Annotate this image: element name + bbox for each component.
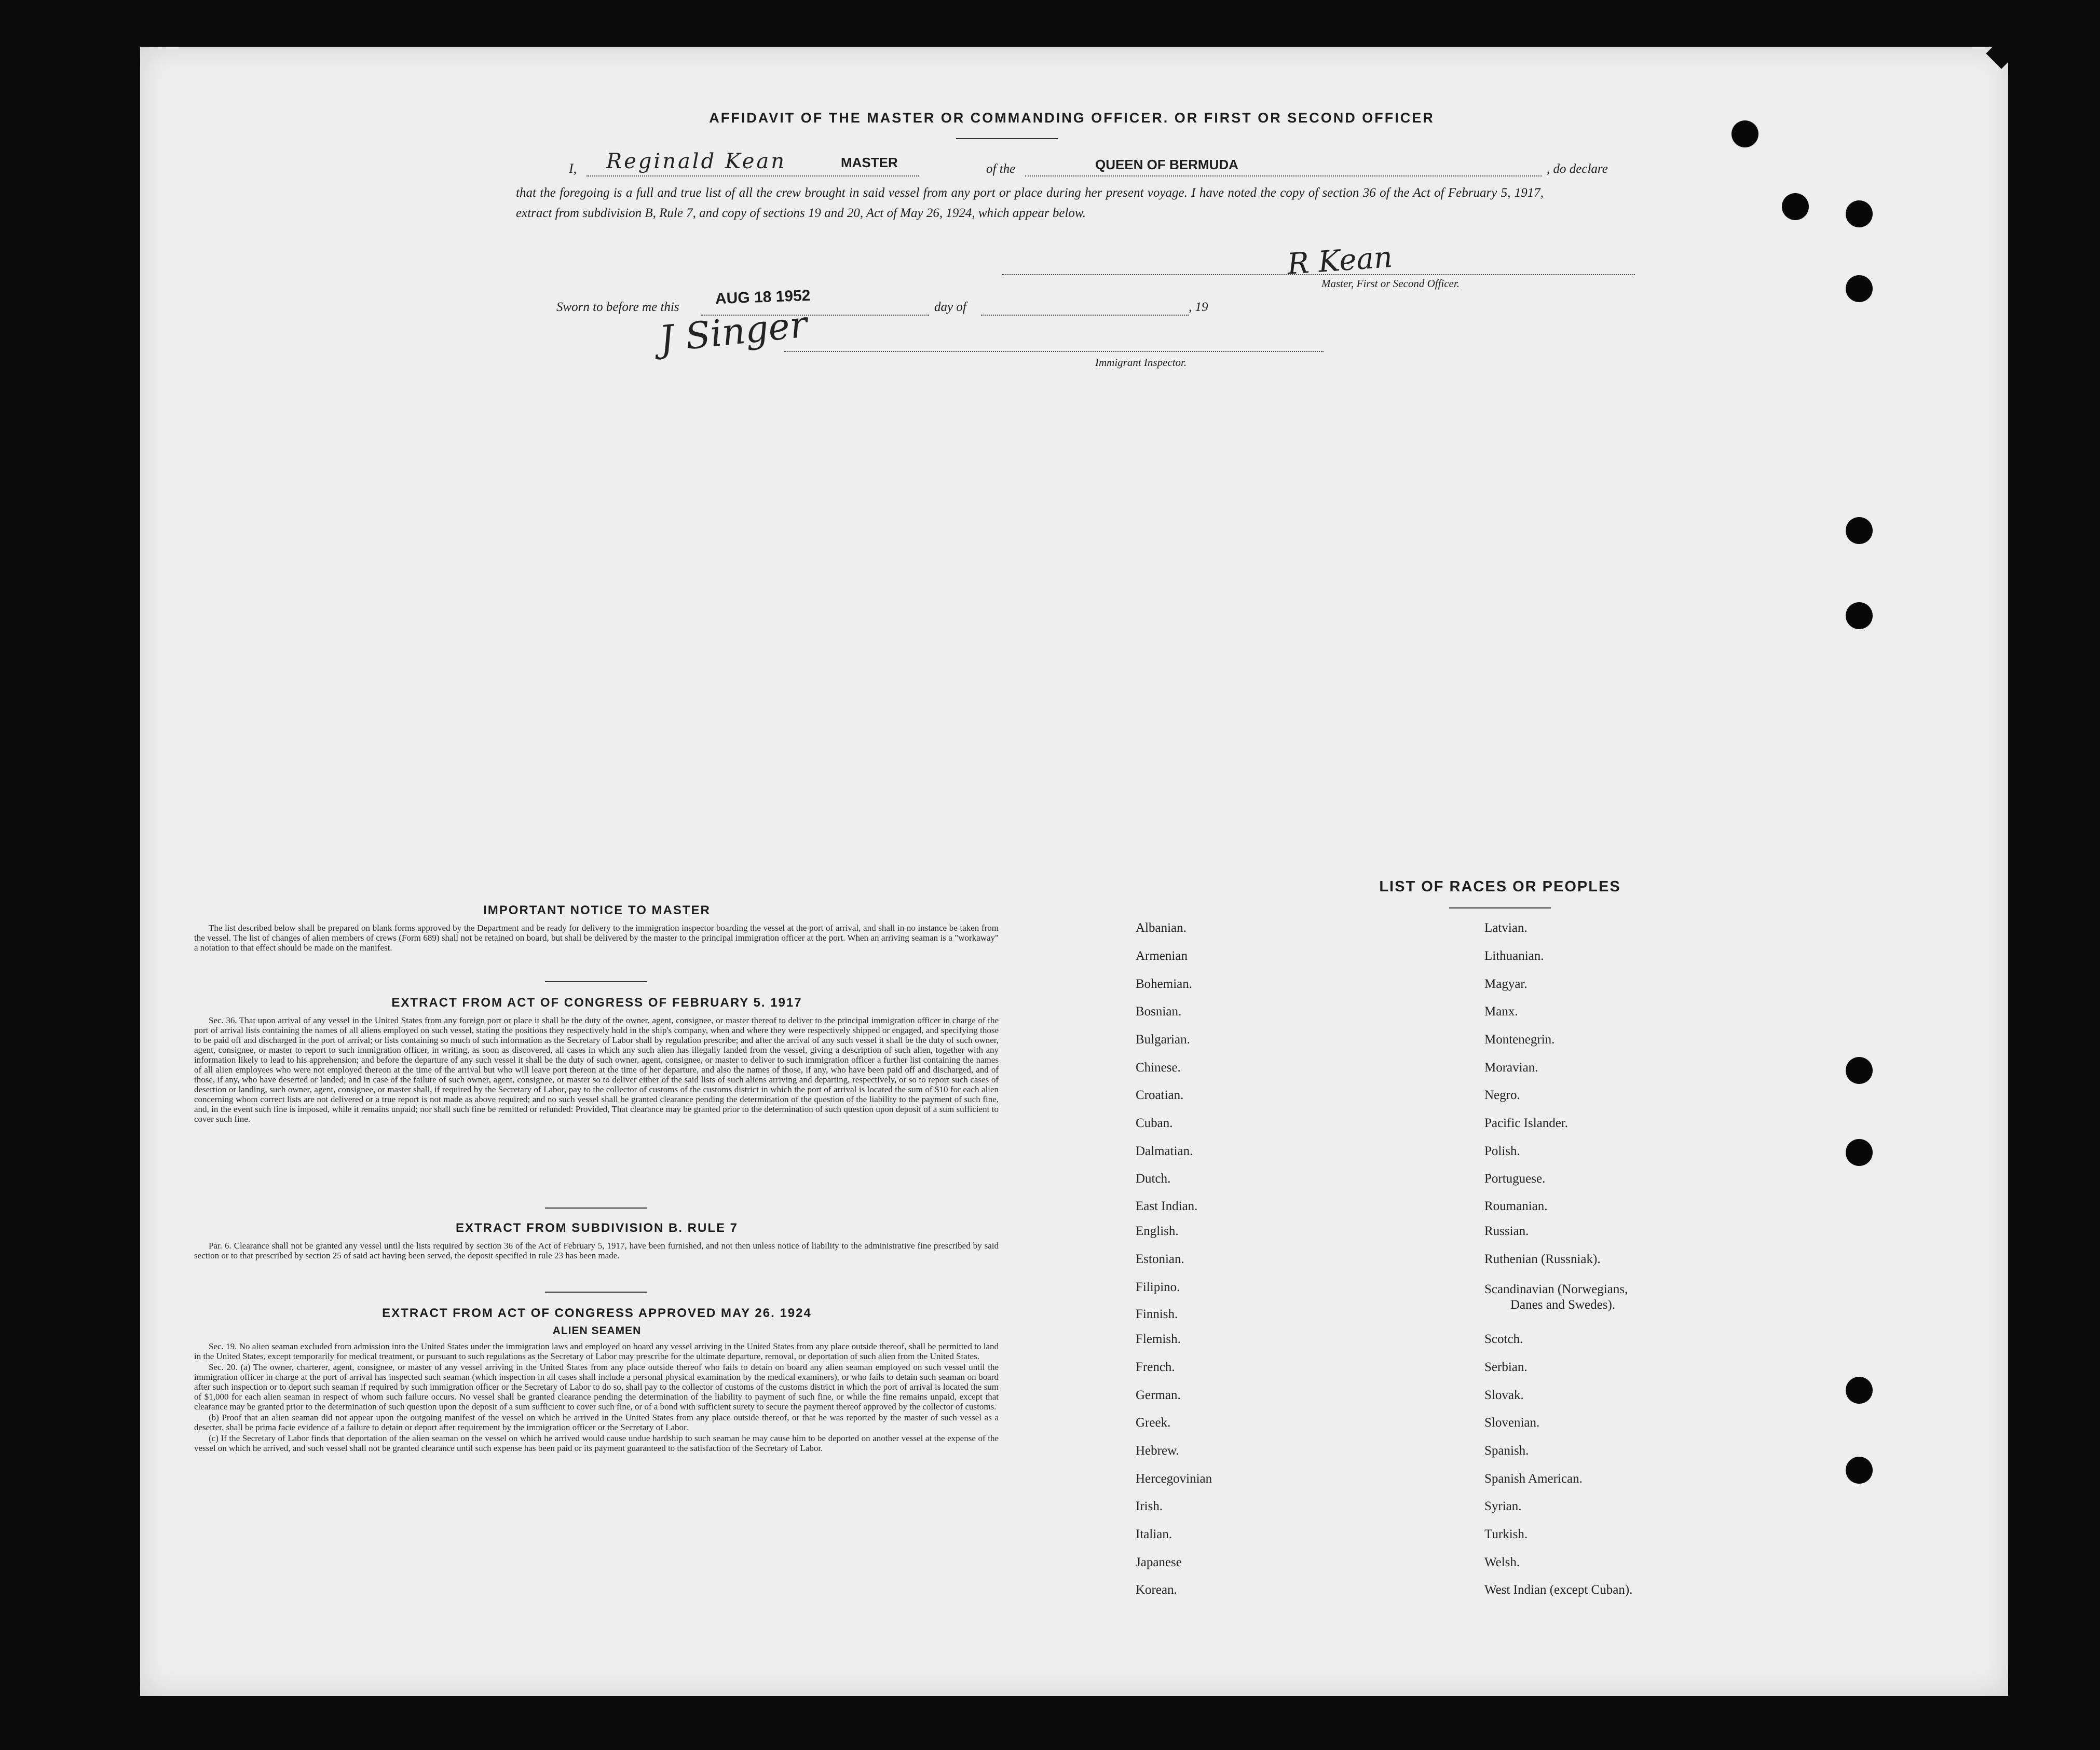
act-1917-paragraph: Sec. 36. That upon arrival of any vessel in the United States from any foreign port or place it shall be the duty of the owner, agent, consignee, or master thereof to deliver to the principal immigration officer in charge of the port of arrival lists containing the names of all aliens employed on such vessel, stating the positions they respectively hold in the ship's company, when and where they were respectively shipped or engaged, and specifying those to be paid off and discharged in the port of arrival; or lists containing so much of such information as the Secretary of Labor shall by regulation prescribe; and after the arrival of any such vessel it shall be the duty of such owner, agent, consignee, or master to report to such immigration officer, in writing, as soon as discovered, all cases in which any such alien has illegally landed from the vessel, giving a description of such alien, together with any information likely to lead to his apprehension; and before the departure of any such vessel it shall be the duty of such owner, agent, consignee, or master to deliver to such immigration officer a further list containing the names of all alien employees who were not employed thereon at the time of the arrival but who will leave port thereon at the time of her departure, and also the names of those, if any, who have been paid off and discharged, and of those, if any, who have deserted or landed; and in case of the failure of such owner, agent, consignee, or master so to deliver either of the said lists of such aliens arriving and departing, respectively, or so to report such cases of desertion or landing, such owner, agent, consignee, or master shall, if required by the Secretary of Labor, pay to the collector of customs of the customs district in which the port of arrival is located the sum of $10 for each alien concerning whom correct lists are not delivered or a true report is not made as above required; and no such vessel shall be granted clearance pending the determination of the question of the liability to the payment of such fine, and, in the event such fine is imposed, while it remains unpaid; nor shall such fine be remitted or refunded: Provided, That clearance may be granted prior to the determination of such question upon deposit of a sum sufficient to cover such fine. — [194, 1015, 999, 1124]
signature-line — [1002, 274, 1635, 275]
race-left-item: Korean. — [1136, 1583, 1177, 1597]
race-right-item: Negro. — [1484, 1088, 1520, 1102]
act-1917-text — [194, 1015, 999, 1125]
punch-hole — [1731, 120, 1758, 147]
races-rule — [1449, 907, 1551, 908]
punch-hole — [1846, 1139, 1873, 1166]
section-rule — [545, 1292, 647, 1293]
punch-hole — [1782, 193, 1809, 220]
day-of-label: day of — [934, 300, 966, 314]
race-left-item: Bulgarian. — [1136, 1033, 1190, 1047]
section-rule — [545, 981, 647, 982]
inspector-signature: J Singer — [657, 303, 809, 361]
race-right-item: Spanish. — [1484, 1444, 1529, 1458]
section-rule — [545, 1208, 647, 1209]
sworn-label: Sworn to before me this — [556, 300, 679, 314]
affidavit-title: AFFIDAVIT OF THE MASTER OR COMMANDING OFFICER. OR FIRST OR SECOND OFFICER — [709, 110, 1435, 126]
punch-hole — [1846, 1457, 1873, 1484]
race-right-item: Pacific Islander. — [1484, 1116, 1569, 1130]
punch-hole — [1846, 1057, 1873, 1084]
race-right-item: Syrian. — [1484, 1499, 1522, 1513]
race-left-item: Bohemian. — [1136, 977, 1193, 991]
act-1917-title: EXTRACT FROM ACT OF CONGRESS OF FEBRUARY 5. 1917 — [391, 996, 802, 1010]
race-right-item: Lithuanian. — [1484, 949, 1544, 963]
race-left-item: Croatian. — [1136, 1088, 1184, 1102]
race-right-item: Roumanian. — [1484, 1199, 1548, 1213]
race-left-item: Finnish. — [1136, 1307, 1178, 1321]
race-left-item: Irish. — [1136, 1499, 1163, 1513]
act-1924-text — [194, 1341, 999, 1454]
race-left-item: East Indian. — [1136, 1199, 1198, 1213]
declaration-text: that the foregoing is a full and true list of all the crew brought in said vessel from any port or place during her present voyage. I have noted the copy of section 36 of the Act of February 5, 1917, extract from subdivision B, Rule 7, and copy of sections 19 and 20, Act of May 26, 1924, which appear below. — [516, 186, 1544, 220]
form-page — [140, 47, 2008, 1696]
race-right-item: Slovenian. — [1484, 1416, 1540, 1430]
race-left-item: Filipino. — [1136, 1280, 1180, 1294]
race-right-item: Polish. — [1484, 1144, 1520, 1158]
day-of-line — [981, 315, 1189, 316]
declarant-prefix: I, — [569, 161, 577, 176]
race-right-item: Manx. — [1484, 1005, 1518, 1019]
sec-20b-paragraph: (b) Proof that an alien seaman did not appear upon the outgoing manifest of the vessel on which he arrived in the United States from any place outside thereof, or that he was reported by the master of such vessel as a deserter, shall be prima facie evidence of a failure to detain or deport after requirement by the immigration officer or the Secretary of Labor. — [194, 1413, 999, 1432]
race-right-item: Latvian. — [1484, 921, 1528, 935]
punch-hole — [1846, 275, 1873, 302]
master-name-handwritten: Reginald Kean — [606, 150, 786, 173]
race-left-item: English. — [1136, 1224, 1179, 1238]
race-right-item: Ruthenian (Russniak). — [1484, 1252, 1601, 1266]
sec-20a-paragraph: Sec. 20. (a) The owner, charterer, agent, consignee, or master of any vessel arriving in the United States from any place outside thereof who fails to detain on board any alien seaman employed on such vessel until the immigration officer in charge at the port of arrival has inspected such seaman (which inspection in all cases shall include a personal physical examination by the medical examiners), or who fails to detain such seaman on board after such inspection or to deport such seaman if required by such immigration officer or the Secretary of Labor to do so, shall pay to the collector of customs of the customs district in which the port of arrival is located the sum of $1,000 for each alien seaman in respect of whom such failure occurs. No vessel shall be granted clearance pending the determination of the liability to payment of such fine, or while the fine remains unpaid, except that clearance may be granted prior to the determination of such question upon the deposit of a sum sufficient to cover such fine, or of a bond with sufficient surety to secure the payment thereof approved by the collector of customs. — [194, 1362, 999, 1412]
race-right-item: West Indian (except Cuban). — [1484, 1583, 1633, 1597]
race-left-item: Estonian. — [1136, 1252, 1184, 1266]
act-1924-title: EXTRACT FROM ACT OF CONGRESS APPROVED MAY 26. 1924 — [382, 1306, 812, 1320]
title-rule — [956, 138, 1058, 139]
race-left-item: Hercegovinian — [1136, 1472, 1212, 1486]
sec-19-paragraph: Sec. 19. No alien seaman excluded from admission into the United States under the immigration laws and employed on board any vessel arriving in the United States from any place outside thereof, shall be permitted to land in the United States, except temporarily for medical treatment, or pursuant to such regulations as the Secretary of Labor may prescribe for the ultimate departure, removal, or deportation of such alien from the United States. — [194, 1341, 999, 1361]
rank-typed: MASTER — [841, 155, 898, 170]
race-left-item: Japanese — [1136, 1555, 1182, 1569]
inspector-caption: Immigrant Inspector. — [1095, 356, 1187, 369]
rule-7-paragraph: Par. 6. Clearance shall not be granted any vessel until the lists required by section 36 of the Act of February 5, 1917, have been furnished, and not then unless notice of liability to the administrative fine prescribed by said section or to that prescribed by section 25 of said act having been served, the deposit specified in rule 23 has been made. — [194, 1241, 999, 1260]
race-left-item: Armenian — [1136, 949, 1188, 963]
do-declare-label: , do declare — [1547, 162, 1608, 176]
race-left-item: French. — [1136, 1360, 1175, 1374]
punch-hole — [1846, 200, 1873, 227]
race-right-item: Slovak. — [1484, 1388, 1524, 1402]
inspector-line — [784, 351, 1324, 352]
race-right-item: Spanish American. — [1484, 1472, 1583, 1486]
race-right-item: Portuguese. — [1484, 1172, 1546, 1186]
race-left-item: Italian. — [1136, 1527, 1172, 1541]
notice-paragraph: The list described below shall be prepared on blank forms approved by the Department and be ready for delivery to the immigration inspector boarding the vessel at the port of arrival, and shall in no instance be taken from the vessel. The list of changes of alien members of crews (Form 689) shall not be retained on board, but shall be delivered by the master to the principal immigration officer at the port. When an arriving seaman is a "workaway" a notation to that effect should be made on the manifest. — [194, 923, 999, 953]
race-right-item: Russian. — [1484, 1224, 1529, 1238]
race-right-item: Magyar. — [1484, 977, 1528, 991]
race-right-item: Welsh. — [1484, 1555, 1520, 1569]
master-signature: R Kean — [1286, 240, 1394, 281]
race-left-item: Bosnian. — [1136, 1005, 1182, 1019]
sworn-date-stamp: AUG 18 1952 — [715, 287, 811, 308]
alien-seamen-subtitle: ALIEN SEAMEN — [552, 1325, 642, 1337]
signature-caption: Master, First or Second Officer. — [1321, 277, 1460, 290]
races-title: LIST OF RACES OR PEOPLES — [1379, 878, 1621, 895]
race-right-item: Scandinavian (Norwegians, — [1484, 1282, 1628, 1296]
notice-title: IMPORTANT NOTICE TO MASTER — [483, 903, 711, 917]
folded-corner — [1986, 38, 2016, 69]
race-left-item: Chinese. — [1136, 1061, 1181, 1075]
race-right-item: Danes and Swedes). — [1510, 1298, 1616, 1312]
race-left-item: German. — [1136, 1388, 1181, 1402]
punch-hole — [1846, 1377, 1873, 1404]
race-right-item: Montenegrin. — [1484, 1033, 1555, 1047]
rule-7-title: EXTRACT FROM SUBDIVISION B. RULE 7 — [455, 1221, 739, 1235]
vessel-line — [1025, 175, 1542, 177]
rule-7-text — [194, 1241, 999, 1261]
vessel-name-typed: QUEEN OF BERMUDA — [1095, 157, 1238, 172]
name-line — [587, 175, 919, 177]
race-left-item: Albanian. — [1136, 921, 1187, 935]
race-right-item: Serbian. — [1484, 1360, 1528, 1374]
race-left-item: Greek. — [1136, 1416, 1171, 1430]
race-left-item: Cuban. — [1136, 1116, 1173, 1130]
sec-20c-paragraph: (c) If the Secretary of Labor finds that deportation of the alien seaman on the vessel on which he arrived would cause undue hardship to such seaman he may cause him to be deported on another vessel at the expense of the vessel on which he arrived, and such vessel shall not be granted clearance until such expense has been paid or its payment guaranteed to the satisfaction of the Secretary of Labor. — [194, 1433, 999, 1453]
of-the-label: of the — [986, 162, 1016, 176]
punch-hole — [1846, 517, 1873, 544]
punch-hole — [1846, 602, 1873, 629]
race-right-item: Scotch. — [1484, 1332, 1523, 1346]
year-label: , 19 — [1189, 300, 1208, 314]
race-left-item: Dutch. — [1136, 1172, 1171, 1186]
race-left-item: Flemish. — [1136, 1332, 1181, 1346]
race-right-item: Moravian. — [1484, 1061, 1538, 1075]
notice-text — [194, 923, 999, 954]
race-left-item: Hebrew. — [1136, 1444, 1179, 1458]
race-right-item: Turkish. — [1484, 1527, 1528, 1541]
race-left-item: Dalmatian. — [1136, 1144, 1193, 1158]
